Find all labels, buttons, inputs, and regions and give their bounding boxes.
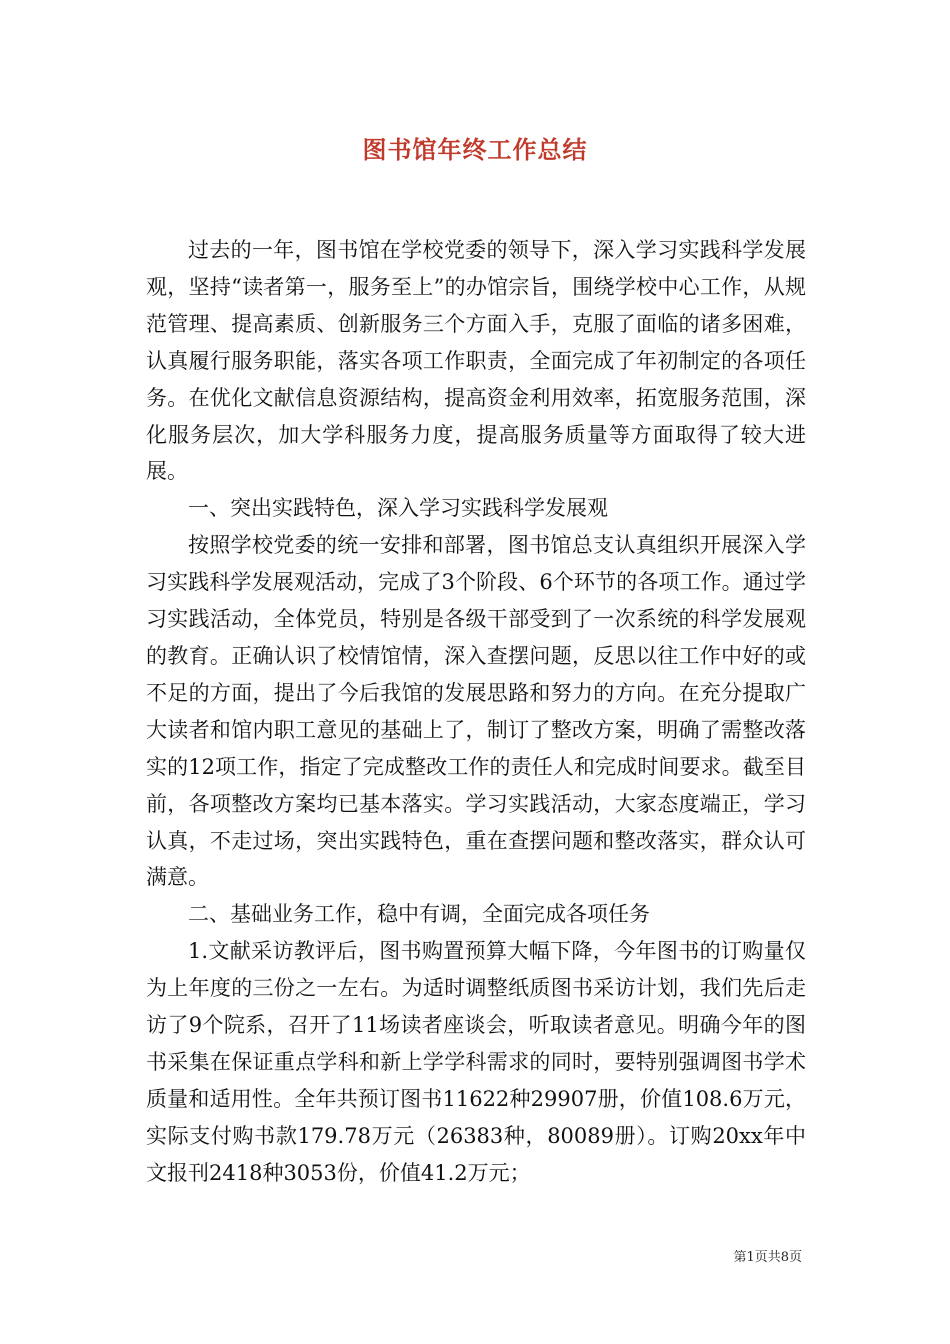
paragraph-intro: 过去的一年，图书馆在学校党委的领导下，深入学习实践科学发展观，坚持“读者第一，服务至上”的办馆宗旨，围绕学校中心工作，从规范管理、提高素质、创新服务三个方面入手，克服了面临的诸多困难，认真履行服务职能，落实各项工作职责，全面完成了年初制定的各项任务。在优化文献信息资源结构，提高资金利用效率，拓宽服务范围，深化服务层次，加大学科服务力度，提高服务质量等方面取得了较大进展。 <box>146 238 806 484</box>
document-title: 图书馆年终工作总结 <box>362 135 588 164</box>
page-number: 第1页共8页 <box>733 1250 802 1265</box>
section-heading-2: 二、基础业务工作，稳中有调，全面完成各项任务 <box>188 902 650 927</box>
document-body <box>146 232 806 1192</box>
section-heading-1: 一、突出实践特色，深入学习实践科学发展观 <box>188 496 608 521</box>
paragraph-section-2-item-1: 1.文献采访教评后，图书购置预算大幅下降，今年图书的订购量仅为上年度的三份之一左右。为适时调整纸质图书采访计划，我们先后走访了9个院系，召开了11场读者座谈会，听取读者意见。明确今年的图书采集在保证重点学科和新上学学科需求的同时，要特别强调图书学术质量和适用性。全年共预订图书11622种29907册，价值108.6万元，实际支付购书款179.78万元（26383种，80089册）。订购20xx年中文报刊2418种3053份，价值41.2万元； <box>146 939 806 1185</box>
paragraph-section-1: 按照学校党委的统一安排和部署，图书馆总支认真组织开展深入学习实践科学发展观活动，完成了3个阶段、6个环节的各项工作。通过学习实践活动，全体党员，特别是各级干部受到了一次系统的科学发展观的教育。正确认识了校情馆情，深入查摆问题，反思以往工作中好的或不足的方面，提出了今后我馆的发展思路和努力的方向。在充分提取广大读者和馆内职工意见的基础上了，制订了整改方案，明确了需整改落实的12项工作，指定了完成整改工作的责任人和完成时间要求。截至目前，各项整改方案均已基本落实。学习实践活动，大家态度端正，学习认真，不走过场，突出实践特色，重在查摆问题和整改落实，群众认可满意。 <box>146 533 806 890</box>
